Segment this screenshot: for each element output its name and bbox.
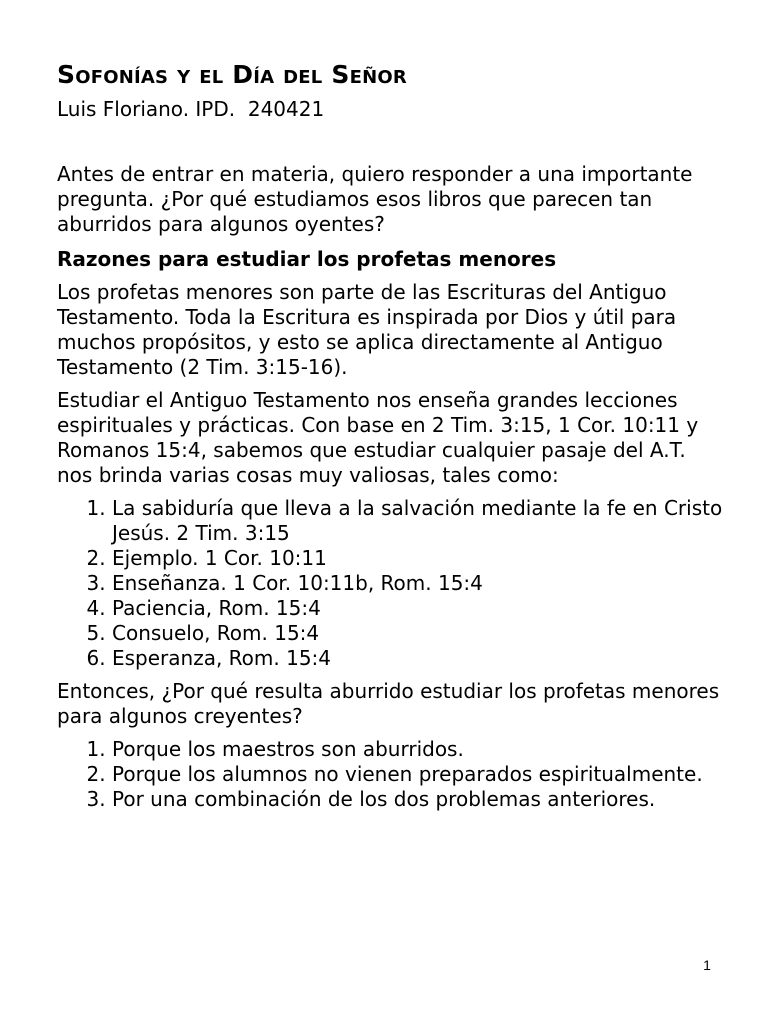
section-heading: Razones para estudiar los profetas menores [57,247,557,271]
list-item: 3. Enseñanza. 1 Cor. 10:11b, Rom. 15:4 [112,571,727,596]
paragraph-scripture: Los profetas menores son parte de las Escrituras del Antiguo Testamento. Toda la Escritura es inspirada por Dios y útil para muchos propósitos, y esto se aplica directamente al Antiguo Testamento (2 Tim. 3:15-16). [57,280,677,379]
list-item: 3. Por una combinación de los dos problemas anteriores. [112,787,727,812]
question-paragraph: Entonces, ¿Por qué resulta aburrido estudiar los profetas menores para algunos creyentes? [57,679,720,728]
author-line: Luis Floriano. IPD. 240421 [57,97,325,121]
intro-paragraph: Antes de entrar en materia, quiero responder a una importante pregunta. ¿Por qué estudiamos esos libros que parecen tan aburridos para algunos oyentes? [57,162,693,236]
page-number: 1 [703,957,711,973]
document-title: Sofonías y el Día del Señor [57,60,407,89]
list-item: 4. Paciencia, Rom. 15:4 [112,596,727,621]
benefits-list [57,496,727,671]
list-item: 1. Porque los maestros son aburridos. [112,737,727,762]
paragraph-old-testament: Estudiar el Antiguo Testamento nos enseña grandes lecciones espirituales y prácticas. Con base en 2 Tim. 3:15, 1 Cor. 10:11 y Romanos 15:4, sabemos que estudiar cualquier pasaje del A.T. nos brinda varias cosas muy valiosas, tales como: [57,388,699,487]
list-item: 2. Porque los alumnos no vienen preparados espiritualmente. [112,762,727,787]
list-item: 6. Esperanza, Rom. 15:4 [112,646,727,671]
list-item: 5. Consuelo, Rom. 15:4 [112,621,727,646]
reasons-list [57,737,727,812]
list-item: 2. Ejemplo. 1 Cor. 10:11 [112,546,727,571]
document-page [57,58,727,812]
list-item: 1. La sabiduría que lleva a la salvación mediante la fe en Cristo Jesús. 2 Tim. 3:15 [112,496,727,546]
